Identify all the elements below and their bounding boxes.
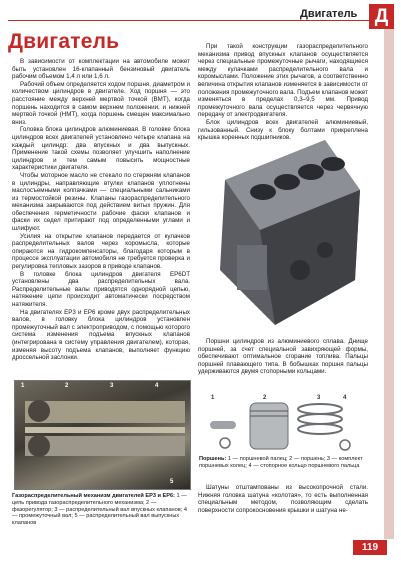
caption-text: 1 — поршневой палец; 2 — поршень; 3 — комплект поршневых колец; 4 — стопорное кольцо поршневого пальца: [199, 456, 363, 469]
piston-label: 2: [263, 395, 267, 401]
page-number: 119: [353, 540, 387, 555]
right-column-bottom: [198, 484, 368, 514]
piston-caption: [199, 456, 369, 470]
paragraph: В зависимости от комплектации на автомобиле может быть установлен 16-клапанный бензиновый двигатель рабочим объемом 1,4 л или 1,6 л.: [12, 58, 190, 81]
header-section-title: Двигатель: [300, 8, 358, 20]
paragraph: Головка блока цилиндров алюминиевая. В головке блока цилиндров всех двигателей установлено четыре клапана на каждый цилиндр: два впускных и два выпускных. Применение такой схемы позволяет улучшить наполнение цилиндров и тем самым повысить мощностные характеристики двигателя.: [12, 126, 190, 172]
piston-label: 3: [317, 395, 321, 401]
engine-label: 5: [170, 479, 174, 485]
caption-lead: Газораспределительный механизм двигателей EP3 и EP6:: [12, 493, 175, 499]
paragraph: Чтобы моторное масло не стекало по стержням клапанов в цилиндры, направляющие втулки клапанов уплотнены маслосъемными колпачками — специальными сальниками из термостойкой резины. Клапаны газораспределительного механизма закрываются под действием витых пружин. Для обеспечения герметичности рабочие фаски клапанов и фаски их седел притирают под определенными углами и шлифуют.: [12, 171, 190, 233]
paragraph: Рабочий объем определяется ходом поршня, диаметром и количеством цилиндров в двигателе. Ход поршня — это расстояние между верхней мертвой точкой (ВМТ), когда поршень находится в самом верхнем положении, и нижней мертвой точкой (НМТ), когда поршень смещен максимально вниз.: [12, 80, 190, 126]
paragraph: Блок цилиндров всех двигателей алюминиевый, гильзованный. Снизу к блоку болтами прикреплена крышка коренных подшипников.: [198, 118, 368, 142]
caption-lead: Поршень:: [199, 456, 227, 462]
header-section-letter: Д: [369, 4, 394, 29]
engine-label: 3: [110, 383, 114, 389]
paragraph: На двигателях EP3 и EP6 кроме двух распределительных валов, в головку блока цилиндров установлен промежуточный вал с электроприводом, с помощью которого система изменения подъема впускных клапанов (интегрирована в систему управления двигателем), которая, изменяя высоту подъема клапанов, выполняет функцию дроссельной заслонки.: [12, 308, 190, 362]
piston-label: 4: [343, 395, 347, 401]
engine-label: 2: [65, 383, 69, 389]
paragraph: Усилия на открытие клапанов передается от кулачков распределительных валов через коромысла, которые опираются на гидрокомпенсаторы, благодаря которым в процессе эксплуатации автомобиля не требуется проверка и регулировка тепловых зазоров в приводе клапанов.: [12, 232, 190, 271]
page-title: Двигатель: [8, 30, 120, 53]
valve-train-photo: [14, 380, 191, 490]
right-column-top: [198, 43, 368, 142]
paragraph: Шатуны отштампованы из высокопрочной стали. Нижняя головка шатуна «колотая», то есть выполненная специальным методом, позволяющим сделать поверхности сопрокосновения крышки и шатуна не-: [198, 484, 368, 514]
piston-label: 1: [211, 395, 215, 401]
valve-train-caption: [12, 493, 192, 527]
right-column-middle: [198, 338, 368, 376]
paragraph: При такой конструкции газораспределительного механизма привод впускных клапанов осуществляется через специальные промежуточные рычаги, находящиеся между кулачками распределительного вала и коромыслами. Положение этих рычагов, а соответственно величина открытия клапанов изменяется в зависимости от положения промежуточного вала. Подъем клапанов может изменяться в пределах 0,3–9,5 мм. Привод промежуточного вала осуществляется через червячную передачу от электродвигателя.: [198, 43, 368, 119]
header-rule: [8, 20, 376, 21]
caption-text: 1 — цепь привода газораспределительного механизма; 2 — фазорегулятор; 3 — распределительный вал впускных клапанов; 4 — промежуточный вал; 5 — распределительный вал выпускных клапанов: [12, 493, 187, 527]
engine-label: 4: [155, 383, 159, 389]
engine-label: 1: [21, 383, 25, 389]
piston-parts-image: [205, 395, 355, 453]
left-column: [12, 58, 190, 362]
side-color-bar: [384, 29, 394, 539]
paragraph: Поршни цилиндров из алюминиевого сплава. Днище поршней, за счет специальной завихряющей формы, обеспечивают оптимальное сгорание топлива. Пальцы поршней плавающего типа. В бобышках поршня пальцы удерживаются двумя стопорными кольцами.: [198, 338, 368, 376]
paragraph: В головке блока цилиндров двигателя EP6DT установлены два распределительных вала. Распределительные валы приводятся однорядной цепью, натяжение цепи происходит автоматически посредством натяжителя.: [12, 270, 190, 308]
cylinder-block-image: [215, 130, 365, 330]
